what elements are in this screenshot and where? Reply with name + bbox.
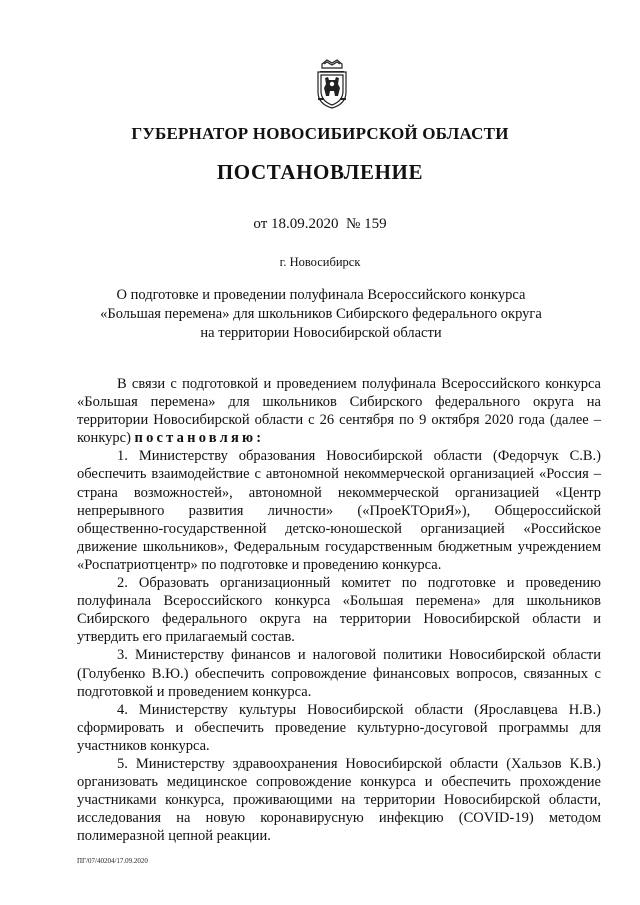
city: г. Новосибирск [279, 255, 361, 269]
decree-number: № 159 [346, 216, 387, 232]
decree-date: 18.09.2020 [271, 216, 339, 232]
date-prefix: от [253, 216, 268, 232]
novosibirsk-coat-of-arms-icon [314, 58, 350, 110]
title-line: «Большая перемена» для школьников Сибирского федерального округа [100, 306, 542, 322]
document-body [77, 375, 601, 845]
issuing-authority: ГУБЕРНАТОР НОВОСИБИРСКОЙ ОБЛАСТИ [131, 124, 509, 143]
title-line: О подготовке и проведении полуфинала Всероссийского конкурса [116, 287, 526, 303]
title-line: на территории Новосибирской области [200, 325, 442, 341]
decree-item: 5. Министерству здравоохранения Новосибирской области (Хальзов К.В.) организовать медицинское сопровождение конкурса и обеспечить прохождение участниками конкурса, проживающими на территории Новосибирской области, исследования на новую коронавирусную инфекцию (COVID-19) методом полимеразной цепной реакции. [77, 755, 601, 845]
document-type: ПОСТАНОВЛЕНИЕ [216, 160, 424, 184]
decree-colon: : [256, 430, 265, 447]
preamble-paragraph [77, 375, 601, 447]
decree-item: 4. Министерству культуры Новосибирской области (Ярославцева Н.В.) сформировать и обеспечить проведение культурно-досуговой программы для участников конкурса. [77, 701, 601, 754]
document-title [86, 286, 556, 343]
decree-item: 1. Министерству образования Новосибирской области (Федорчук С.В.) обеспечить взаимодействие с автономной некоммерческой организацией «Россия – страна возможностей», автономной некоммерческой организацией «Центр непрерывного развития личности» («ПроеКТОриЯ»), Общероссийской общественно-государственной детско-юношеской организацией «Российское движение школьников», Федеральным государственным бюджетным учреждением «Роспатриотцентр» по подготовке и проведению конкурса. [77, 448, 601, 573]
preamble-text: В связи с подготовкой и проведением полуфинала Всероссийского конкурса «Большая перемена» для школьников Сибирского федерального округа на территории Новосибирской области с 26 сентября по 9 октября 2020 года (далее – конкурс) [77, 376, 601, 447]
decree-word: постановляю [134, 430, 257, 447]
decree-item: 2. Образовать организационный комитет по подготовке и проведению полуфинала Всероссийского конкурса «Большая перемена» для школьников Сибирского федерального округа на территории Новосибирской области и утвердить его прилагаемый состав. [77, 575, 601, 646]
registration-number: ПГ/07/40204/17.09.2020 [77, 857, 148, 865]
date-and-number [0, 216, 640, 233]
decree-item: 3. Министерству финансов и налоговой политики Новосибирской области (Голубенко В.Ю.) обеспечить сопровождение финансовых вопросов, связанных с подготовкой и проведением конкурса. [77, 647, 601, 700]
